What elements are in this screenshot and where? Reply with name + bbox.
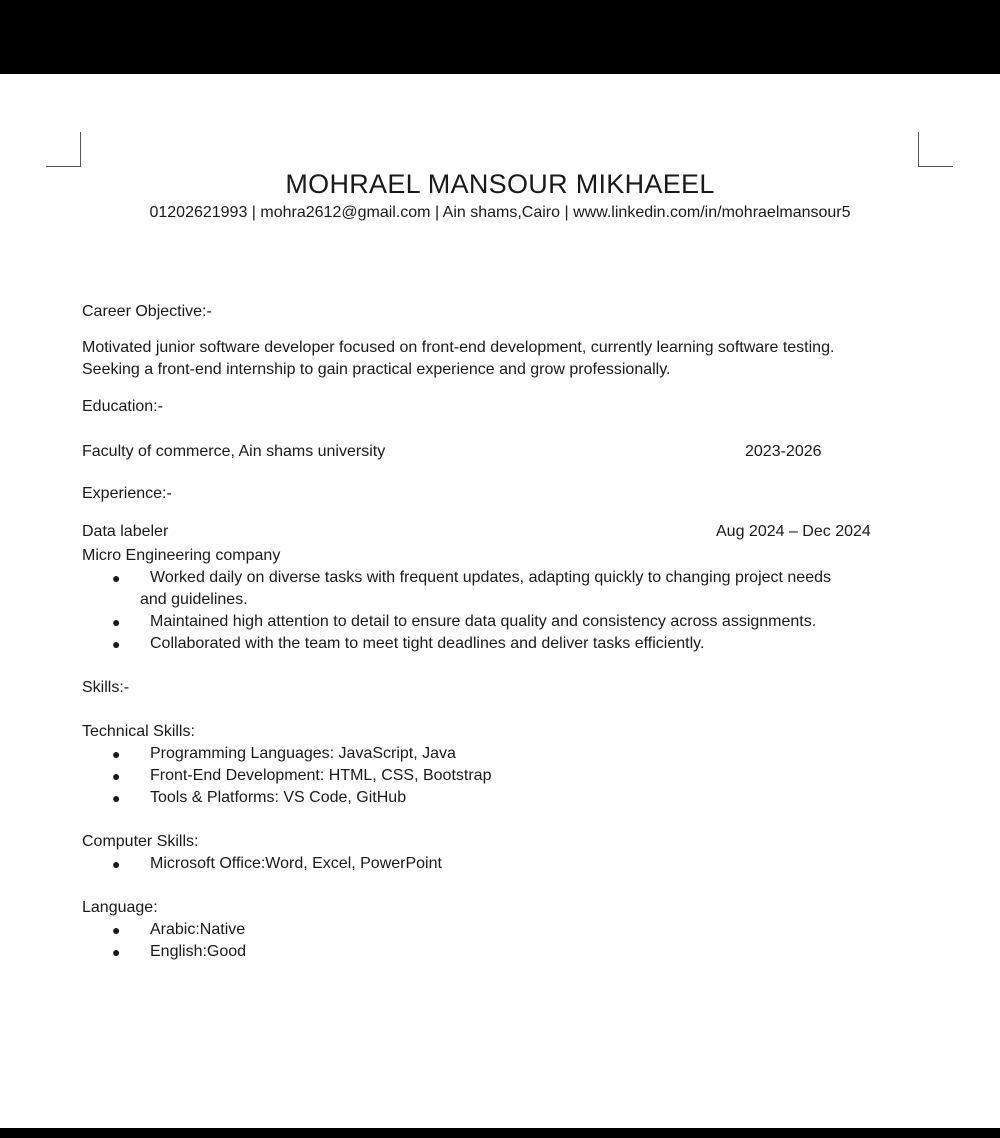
experience-bullet-2: Maintained high attention to detail to ensure data quality and consistency across assignments. bbox=[150, 613, 817, 630]
experience-dates: Aug 2024 – Dec 2024 bbox=[716, 523, 871, 540]
education-years: 2023-2026 bbox=[745, 443, 822, 460]
skills-heading: Skills:- bbox=[82, 679, 130, 696]
experience-bullet-1: Worked daily on diverse tasks with frequent updates, adapting quickly to changing project needs bbox=[150, 569, 831, 586]
bullet-icon: ● bbox=[112, 856, 121, 872]
experience-bullet-3: Collaborated with the team to meet tight deadlines and deliver tasks efficiently. bbox=[150, 635, 705, 652]
experience-role: Data labeler bbox=[82, 523, 169, 540]
bullet-icon: ● bbox=[112, 746, 121, 762]
contact-line: 01202621993 | mohra2612@gmail.com | Ain shams,Cairo | www.linkedin.com/in/mohraelmansour5 bbox=[149, 204, 851, 221]
crop-mark-top-right bbox=[918, 132, 953, 167]
bullet-icon: ● bbox=[112, 944, 121, 960]
language-heading: Language: bbox=[82, 899, 158, 916]
bullet-icon: ● bbox=[112, 768, 121, 784]
language-arabic: Arabic:Native bbox=[150, 921, 246, 938]
bullet-icon: ● bbox=[112, 790, 121, 806]
experience-heading: Experience:- bbox=[82, 485, 172, 502]
bullet-icon: ● bbox=[112, 636, 121, 652]
education-institution: Faculty of commerce, Ain shams university bbox=[82, 443, 386, 460]
technical-skill-1: Programming Languages: JavaScript, Java bbox=[150, 745, 456, 762]
experience-bullet-1-continued: and guidelines. bbox=[140, 591, 248, 608]
technical-skill-3: Tools & Platforms: VS Code, GitHub bbox=[150, 789, 407, 806]
experience-company: Micro Engineering company bbox=[82, 547, 281, 564]
bullet-icon: ● bbox=[112, 614, 121, 630]
candidate-name: MOHRAEL MANSOUR MIKHAEEL bbox=[285, 169, 715, 199]
language-english: English:Good bbox=[150, 943, 247, 960]
computer-skill-1: Microsoft Office:Word, Excel, PowerPoint bbox=[150, 855, 442, 872]
technical-skills-heading: Technical Skills: bbox=[82, 723, 195, 740]
career-objective-line-1: Motivated junior software developer focused on front-end development, currently learning software testing. bbox=[82, 339, 835, 356]
career-objective-heading: Career Objective:- bbox=[82, 303, 212, 320]
technical-skill-2: Front-End Development: HTML, CSS, Bootstrap bbox=[150, 767, 492, 784]
resume-page bbox=[0, 74, 1000, 1128]
crop-mark-top-left bbox=[46, 132, 81, 167]
career-objective-line-2: Seeking a front-end internship to gain practical experience and grow professionally. bbox=[82, 361, 671, 378]
bullet-icon: ● bbox=[112, 570, 121, 586]
bullet-icon: ● bbox=[112, 922, 121, 938]
computer-skills-heading: Computer Skills: bbox=[82, 833, 199, 850]
education-heading: Education:- bbox=[82, 398, 163, 415]
